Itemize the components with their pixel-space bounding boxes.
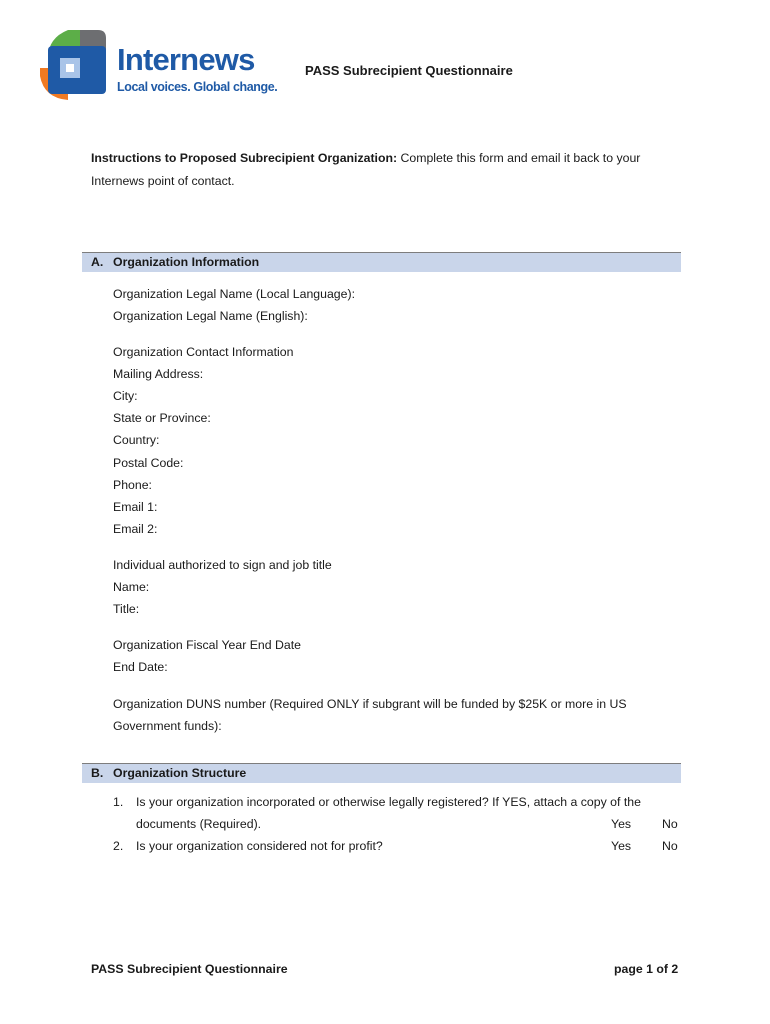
footer-page-number: page 1 of 2 — [614, 962, 679, 976]
field-email-1: Email 1: — [113, 500, 158, 514]
instructions-block — [91, 147, 691, 193]
instructions-lead: Instructions to Proposed Subrecipient Organization: — [91, 151, 398, 165]
question-2-line1: Is your organization considered not for profit? — [136, 839, 383, 853]
field-city: City: — [113, 389, 138, 403]
question-1-no-option[interactable]: No — [662, 817, 678, 831]
field-mailing-address: Mailing Address: — [113, 367, 204, 381]
question-2-yes-option[interactable]: Yes — [611, 839, 632, 853]
section-b-header — [82, 763, 681, 783]
instructions-line2: Internews point of contact. — [91, 174, 235, 188]
field-country: Country: — [113, 433, 160, 447]
document-title: PASS Subrecipient Questionnaire — [305, 63, 513, 78]
field-end-date: End Date: — [113, 660, 168, 674]
contact-info-heading: Organization Contact Information — [113, 345, 294, 359]
section-a-letter: A. — [91, 255, 104, 269]
question-2-number: 2. — [113, 839, 124, 853]
instructions-line1: Complete this form and email it back to your — [397, 151, 641, 165]
section-a-header — [82, 252, 681, 272]
section-b-title: Organization Structure — [113, 766, 247, 780]
signer-heading: Individual authorized to sign and job title — [113, 558, 332, 572]
field-state: State or Province: — [113, 411, 211, 425]
field-legal-name-local: Organization Legal Name (Local Language): — [113, 287, 355, 301]
logo-mark-icon — [38, 28, 110, 102]
question-1-number: 1. — [113, 795, 124, 809]
fiscal-year-heading: Organization Fiscal Year End Date — [113, 638, 301, 652]
field-name: Name: — [113, 580, 150, 594]
logo-wordmark: Internews — [117, 42, 255, 77]
internews-logo — [38, 28, 278, 104]
field-duns-line1: Organization DUNS number (Required ONLY if subgrant will be funded by $25K or more in US — [113, 697, 627, 711]
question-1-yes-option[interactable]: Yes — [611, 817, 632, 831]
section-a-title: Organization Information — [113, 255, 260, 269]
field-email-2: Email 2: — [113, 522, 158, 536]
field-title: Title: — [113, 602, 140, 616]
footer-title: PASS Subrecipient Questionnaire — [91, 962, 288, 976]
section-b-letter: B. — [91, 766, 104, 780]
field-duns-line2: Government funds): — [113, 719, 222, 733]
field-postal-code: Postal Code: — [113, 456, 184, 470]
question-1-line2: documents (Required). — [136, 817, 262, 831]
field-phone: Phone: — [113, 478, 152, 492]
field-legal-name-english: Organization Legal Name (English): — [113, 309, 308, 323]
question-2-no-option[interactable]: No — [662, 839, 678, 853]
logo-tagline: Local voices. Global change. — [117, 80, 278, 94]
question-1-line1: Is your organization incorporated or otherwise legally registered? If YES, attach a copy of the — [136, 795, 641, 809]
